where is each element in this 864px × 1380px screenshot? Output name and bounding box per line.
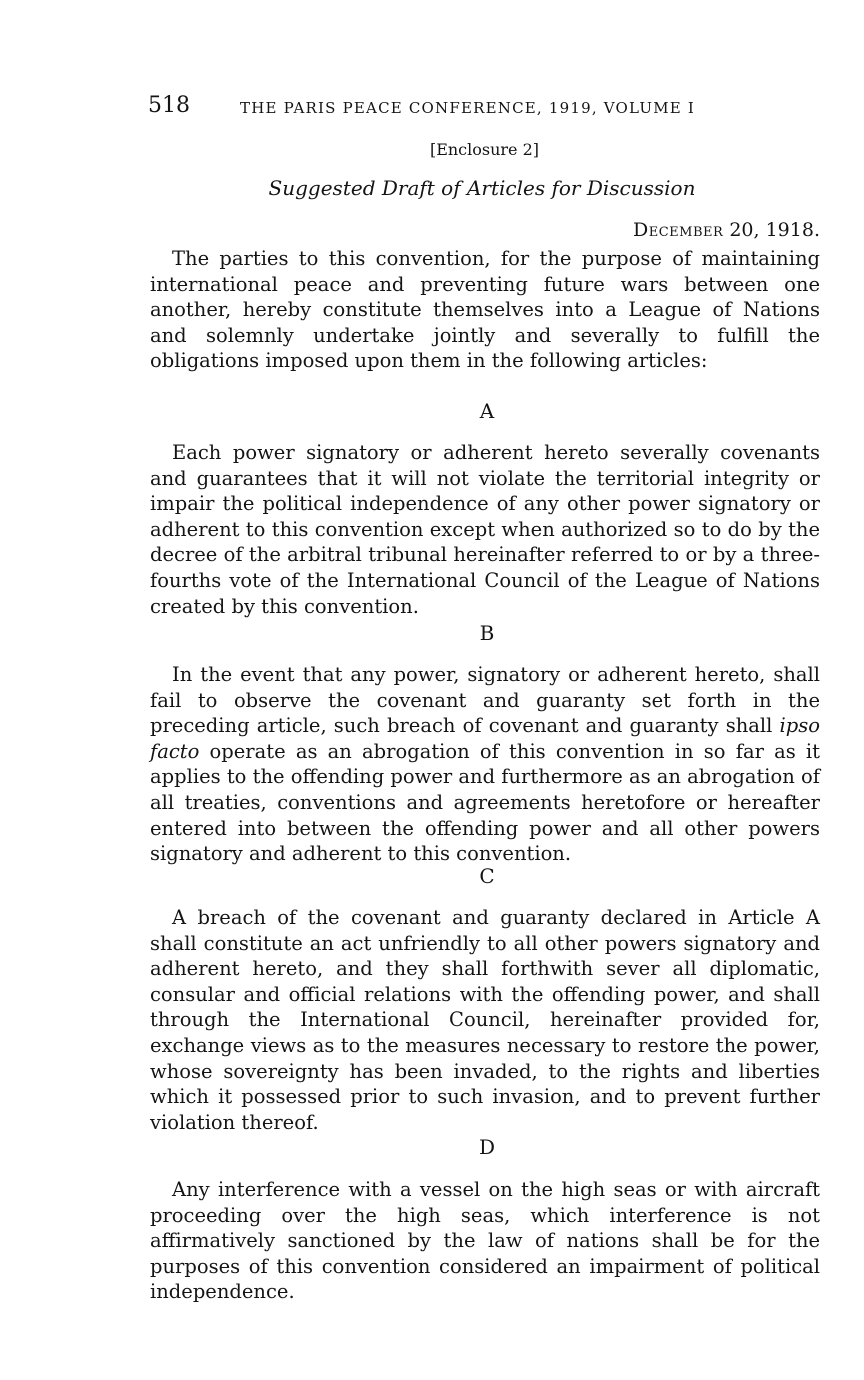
article-d-heading: D xyxy=(478,1135,496,1159)
document-title: Suggested Draft of Articles for Discussion xyxy=(268,176,696,200)
date-rest: 20, 1918. xyxy=(723,219,820,241)
article-c-heading: C xyxy=(479,864,495,888)
page-header xyxy=(148,92,828,122)
article-b-heading: B xyxy=(479,621,495,645)
article-b-italic-phrase: ipso facto xyxy=(150,714,820,763)
article-a-heading: A xyxy=(479,399,495,423)
page-number: 518 xyxy=(148,93,190,118)
article-a-text: Each power signatory or adherent hereto severally covenants and guarantees that it will not violate the territorial integrity or impair the political independence of any other power signatory or adherent to this convention except when authorized so to do by the decree of the arbitral tribunal hereinafter referred to or by a three-fourths vote of the International Council of the League of Nations created by this convention. xyxy=(150,441,820,618)
article-b-text-end: operate as an abrogation of this convention in so far as it applies to the offending power and furthermore as an abrogation of all treaties, conventions and agreements heretofore or hereafter entered into between the offending power and all other powers signatory and adherent to this convention. xyxy=(150,739,820,866)
article-b-text-start: In the event that any power, signatory or adherent hereto, shall fail to observe the covenant and guaranty set forth in the preceding article, such breach of covenant and guaranty shall xyxy=(150,663,820,738)
article-d-text: Any interference with a vessel on the high seas or with aircraft proceeding over the high seas, which interference is not affirmatively sanctioned by the law of nations shall be for the purposes of this convention considered an impairment of political independence. xyxy=(150,1178,820,1304)
running-head: THE PARIS PEACE CONFERENCE, 1919, VOLUME I xyxy=(240,99,696,117)
preamble-paragraph: The parties to this convention, for the purpose of maintaining international peace and preventing future wars between one another, hereby constitute themselves into a League of Nations and solemnly undertake jointly and severally to fulfill the obligations imposed upon them in the following articles: xyxy=(150,247,820,373)
date-month: December xyxy=(632,219,724,241)
article-b-text xyxy=(150,662,820,867)
article-c-text: A breach of the covenant and guaranty declared in Article A shall constitute an act unfriendly to all other powers signatory and adherent hereto, and they shall forthwith sever all diplomatic, consular and official relations with the offending power, and shall through the International Council, hereinafter provided for, exchange views as to the measures necessary to restore the power, whose sovereignty has been invaded, to the rights and liberties which it possessed prior to such invasion, and to prevent further violation thereof. xyxy=(150,906,820,1134)
enclosure-label: [Enclosure 2] xyxy=(429,140,540,159)
document-date xyxy=(633,218,820,242)
